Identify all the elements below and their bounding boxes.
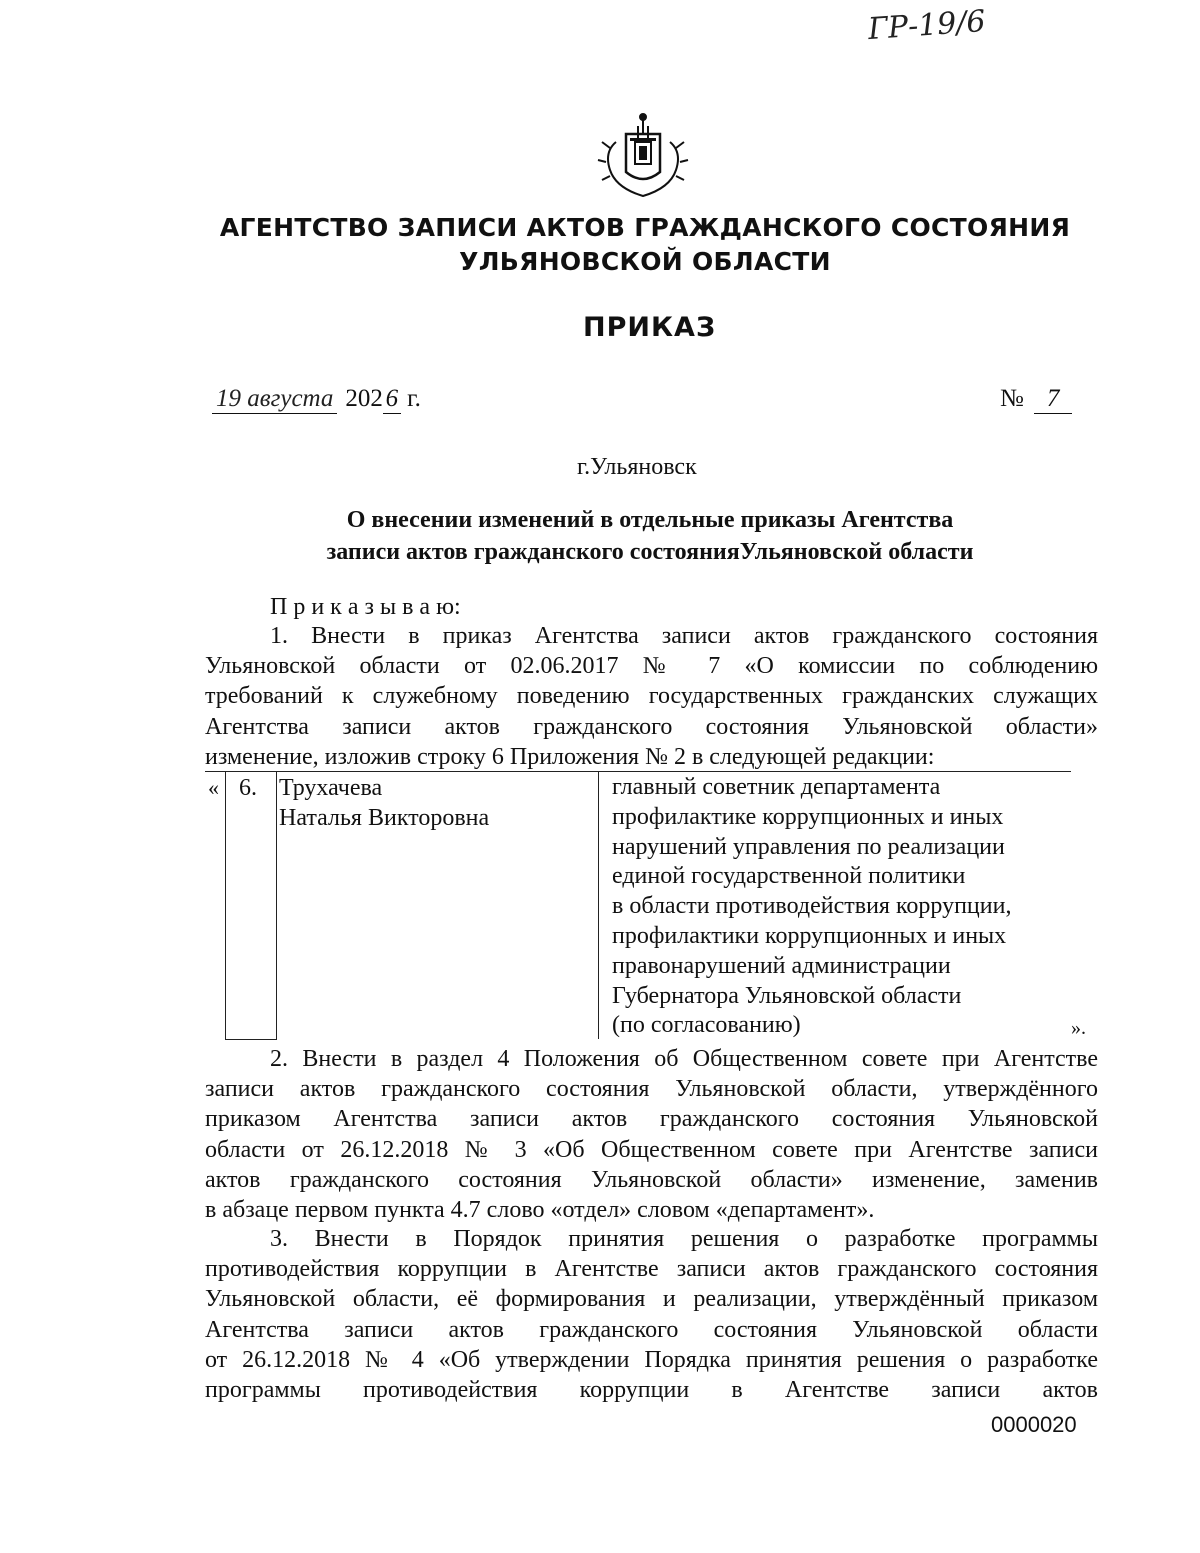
city: г.Ульяновск <box>577 454 697 480</box>
table-col-divider-2 <box>598 771 599 1039</box>
item-1-line: изменение, изложив строку 6 Приложения № 2 в следующей редакции: <box>205 743 935 770</box>
position-line: главный советник департамента <box>612 774 941 800</box>
registration-handwritten-mark: ГР-19/6 <box>866 3 987 48</box>
item-2-paragraph <box>205 1044 1098 1225</box>
order-number <box>1000 385 1072 414</box>
table-col-divider-1 <box>276 771 277 1039</box>
row-number: 6. <box>239 775 257 801</box>
agency-name-line2: УЛЬЯНОВСКОЙ ОБЛАСТИ <box>459 247 831 276</box>
date-handwritten: 19 августа <box>212 385 337 414</box>
position-line: Губернатора Ульяновской области <box>612 982 962 1009</box>
position-line: единой государственной политики <box>612 863 966 890</box>
table-left-border <box>225 771 226 1039</box>
item-1-line: Ульяновской области от 02.06.2017 № 7 «О комиссии по соблюдению <box>205 653 1098 680</box>
item-2-line: области от 26.12.2018 № 3 «Об Общественном совете при Агентстве записи <box>205 1136 1098 1163</box>
item-1-line: Агентства записи актов гражданского состояния Ульяновской области» <box>205 713 1098 740</box>
year-prefix: 202 <box>345 385 383 412</box>
order-word: П р и к а з ы в а ю: <box>270 594 461 620</box>
position-line: профилактики коррупционных и иных <box>612 922 1007 949</box>
employee-name: Наталья Викторовна <box>279 805 490 831</box>
number-label: № <box>1000 385 1024 412</box>
item-2-line: 2. Внести в раздел 4 Положения об Общественном совете при Агентстве <box>270 1046 1098 1072</box>
table-top-border <box>205 771 1071 772</box>
item-3-line: программы противодействия коррупции в Агентстве записи актов <box>205 1376 1098 1403</box>
year-suffix: г. <box>400 385 421 412</box>
item-3-line: Ульяновской области, её формирования и реализации, утверждённый приказом <box>205 1286 1098 1313</box>
position-line: правонарушений администрации <box>612 952 951 979</box>
subject-line1: О внесении изменений в отдельные приказы Агентства <box>346 507 954 533</box>
close-quote: ». <box>1071 1017 1086 1039</box>
amended-row-table <box>205 771 1086 1041</box>
item-3-line: от 26.12.2018 № 4 «Об утверждении Порядка принятия решения о разработке <box>205 1346 1098 1373</box>
position-line: нарушений управления по реализации <box>612 833 1005 860</box>
item-1-paragraph <box>205 621 1098 772</box>
table-bottom-border <box>225 1039 277 1040</box>
item-1-line: требований к служебному поведению государственных гражданских служащих <box>205 683 1098 710</box>
serial-number: 0000020 <box>991 1412 1077 1437</box>
item-2-line: актов гражданского состояния Ульяновской области» изменение, заменив <box>205 1166 1098 1193</box>
number-value-handwritten: 7 <box>1034 385 1072 414</box>
item-2-line: записи актов гражданского состояния Ульяновской области, утверждённого <box>205 1076 1098 1103</box>
item-3-line: противодействия коррупции в Агентстве записи актов гражданского состояния <box>205 1256 1098 1283</box>
item-2-line: приказом Агентства записи актов гражданского состояния Ульяновской <box>205 1106 1098 1133</box>
order-date <box>212 385 421 414</box>
item-1-line: 1. Внести в приказ Агентства записи актов гражданского состояния <box>270 623 1098 649</box>
open-quote: « <box>208 775 219 800</box>
document-type-title: ПРИКАЗ <box>583 312 717 343</box>
employee-surname: Трухачева <box>279 775 383 801</box>
position-line: профилактике коррупционных и иных <box>612 803 1004 830</box>
item-3-paragraph <box>205 1224 1098 1405</box>
coat-of-arms-icon <box>596 112 690 202</box>
employee-position <box>612 773 1011 1041</box>
position-line: (по согласованию) <box>612 1012 801 1039</box>
subject-line2: записи актов гражданского состоянияУльяновской области <box>326 539 974 565</box>
item-3-line: 3. Внести в Порядок принятия решения о разработке программы <box>270 1226 1098 1252</box>
position-line: в области противодействия коррупции, <box>612 893 1012 920</box>
item-2-line: в абзаце первом пункта 4.7 слово «отдел» словом «департамент». <box>205 1196 875 1223</box>
year-digit-handwritten: 6 <box>383 385 401 414</box>
item-3-line: Агентства записи актов гражданского состояния Ульяновской области <box>205 1316 1098 1343</box>
agency-name-line1: АГЕНТСТВО ЗАПИСИ АКТОВ ГРАЖДАНСКОГО СОСТОЯНИЯ <box>219 213 1071 242</box>
